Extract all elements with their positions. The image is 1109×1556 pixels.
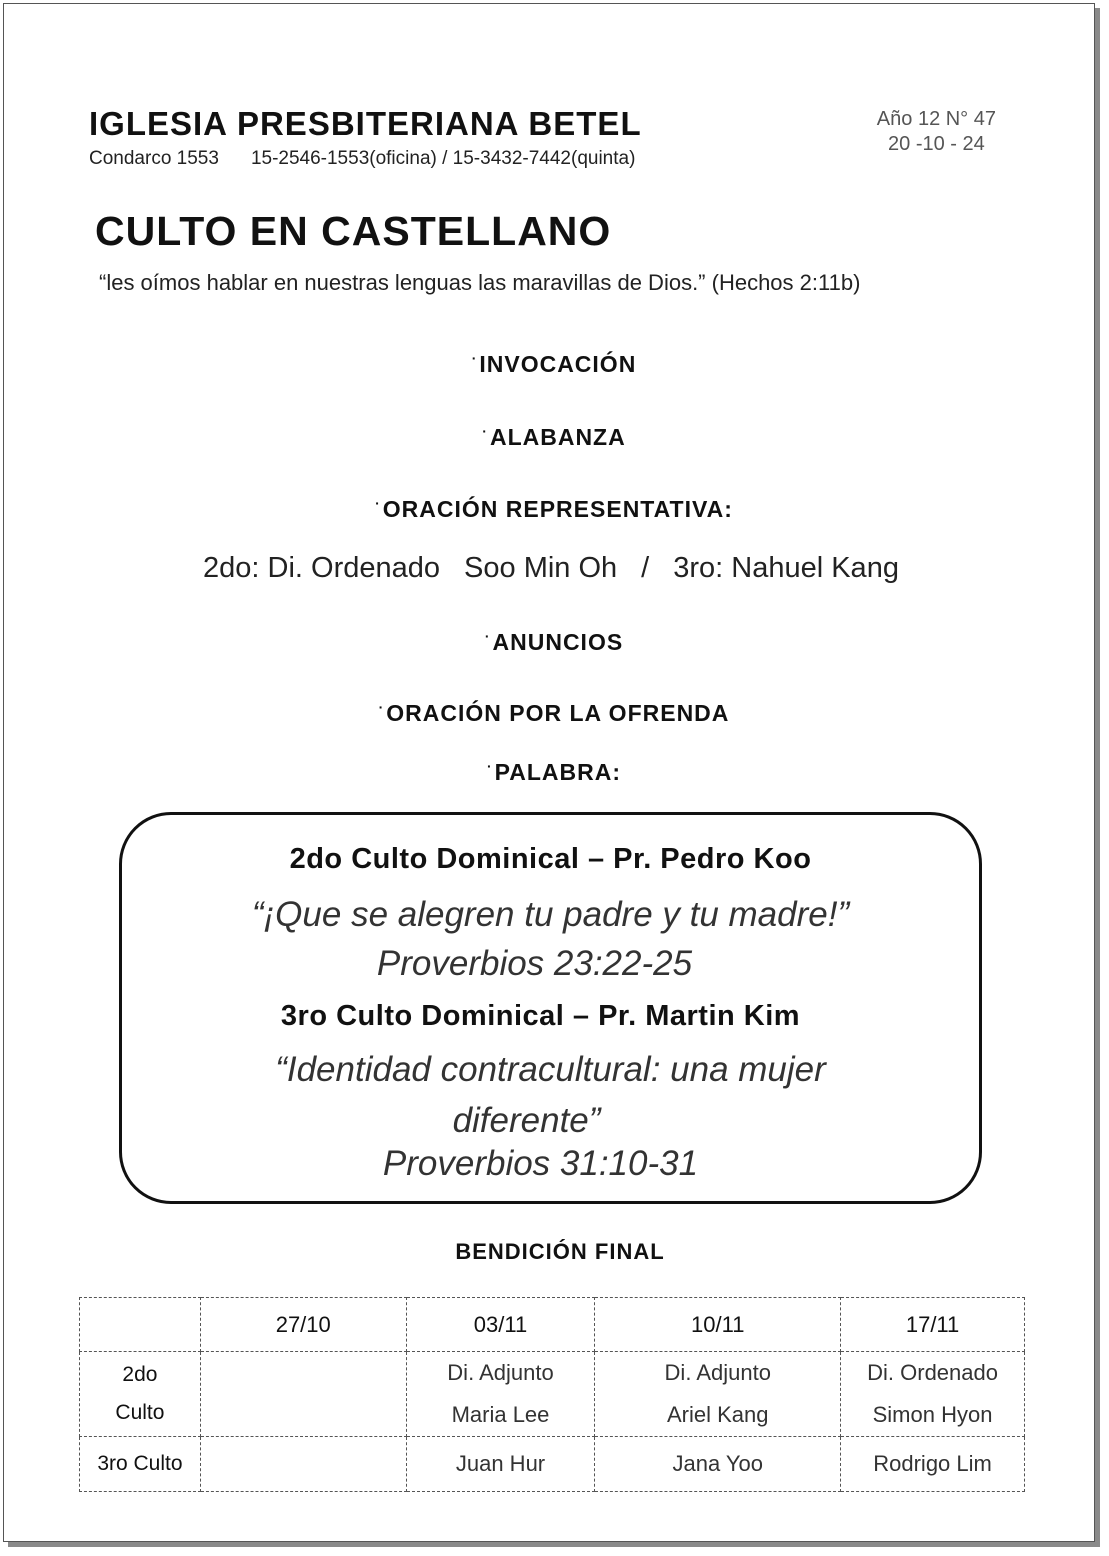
bullet-dot: · [482, 423, 488, 439]
church-name: IGLESIA PRESBITERIANA BETEL [89, 105, 642, 142]
roster-table [79, 1297, 1025, 1492]
bullet-dot: · [486, 758, 493, 774]
roster-role: Di. Ordenado [867, 1360, 998, 1385]
roster-name: Ariel Kang [667, 1402, 769, 1427]
roster-corner-cell [80, 1298, 201, 1352]
roster-row-label: 3ro Culto [80, 1437, 201, 1492]
roster-role: Di. Adjunto [447, 1360, 554, 1385]
bullet-dot: · [484, 628, 491, 644]
roster-cell [841, 1352, 1025, 1437]
roster-row-3ro [80, 1437, 1025, 1492]
prayer-separator: / [641, 552, 650, 584]
roster-name: Jana Yoo [595, 1437, 841, 1492]
section-label: INVOCACIÓN [479, 351, 637, 377]
row-label-line: 2do [122, 1363, 158, 1386]
church-contact [89, 148, 635, 170]
row-label-line: Culto [115, 1401, 165, 1424]
section-offering-prayer [4, 699, 1104, 727]
theme-verse: “les oímos hablar en nuestras lenguas las maravillas de Dios.” (Hechos 2:11b) [99, 270, 861, 295]
issue-info [877, 107, 996, 157]
issue-date: 20 -10 - 24 [888, 133, 985, 155]
section-announcements [4, 628, 1104, 656]
section-word [4, 758, 1104, 786]
roster-role: Di. Adjunto [664, 1360, 771, 1385]
section-prayer [4, 495, 1104, 523]
bullet-dot: · [378, 699, 385, 715]
roster-cell [200, 1352, 406, 1437]
roster-header-row [80, 1298, 1025, 1352]
section-invocation [4, 350, 1104, 378]
issue-number: Año 12 N° 47 [876, 108, 996, 130]
bullet-dot: · [471, 350, 478, 366]
sermon-2do-reference: Proverbios 23:22-25 [376, 944, 693, 983]
sermon-3ro-title-line-1: “Identidad contracultural: una mujer [275, 1050, 826, 1089]
church-address: Condarco 1553 [89, 148, 219, 169]
bulletin-page [3, 3, 1095, 1542]
roster-row-label [80, 1352, 201, 1437]
service-title: CULTO EN CASTELLANO [95, 208, 612, 254]
prayer-2do: 2do: Di. Ordenado [203, 552, 441, 584]
roster-name: Rodrigo Lim [841, 1437, 1025, 1492]
section-label: ORACIÓN REPRESENTATIVA: [382, 496, 733, 522]
section-label: ANUNCIOS [492, 629, 624, 655]
sermon-2do-title: “¡Que se alegren tu padre y tu madre!” [251, 895, 850, 934]
section-praise [4, 423, 1104, 451]
roster-date: 27/10 [200, 1298, 406, 1352]
section-label: PALABRA: [494, 759, 622, 785]
roster-date: 03/11 [406, 1298, 595, 1352]
bullet-dot: · [375, 495, 381, 511]
roster-cell [406, 1352, 595, 1437]
closing-blessing: BENDICIÓN FINAL [455, 1239, 665, 1264]
roster-date: 17/11 [841, 1298, 1025, 1352]
section-label: ALABANZA [489, 424, 626, 450]
roster-date: 10/11 [595, 1298, 841, 1352]
roster-name: Simon Hyon [872, 1402, 993, 1427]
prayer-3ro: 3ro: Nahuel Kang [673, 552, 899, 584]
roster-name: Juan Hur [406, 1437, 595, 1492]
sermon-box [119, 812, 982, 1204]
prayer-assignments [4, 552, 1098, 585]
prayer-2do-name: Soo Min Oh [464, 552, 618, 584]
sermon-3ro-reference: Proverbios 31:10-31 [382, 1144, 699, 1183]
roster-name: Maria Lee [451, 1402, 550, 1427]
section-label: ORACIÓN POR LA OFRENDA [386, 700, 730, 726]
sermon-2do-heading: 2do Culto Dominical – Pr. Pedro Koo [289, 843, 812, 875]
roster-row-2do [80, 1352, 1025, 1437]
roster-cell [200, 1437, 406, 1492]
church-phones: 15-2546-1553(oficina) / 15-3432-7442(quinta) [250, 148, 636, 169]
roster-cell [595, 1352, 841, 1437]
sermon-3ro-heading: 3ro Culto Dominical – Pr. Martin Kim [280, 1000, 801, 1032]
sermon-3ro-title-line-2: diferente” [452, 1101, 601, 1140]
